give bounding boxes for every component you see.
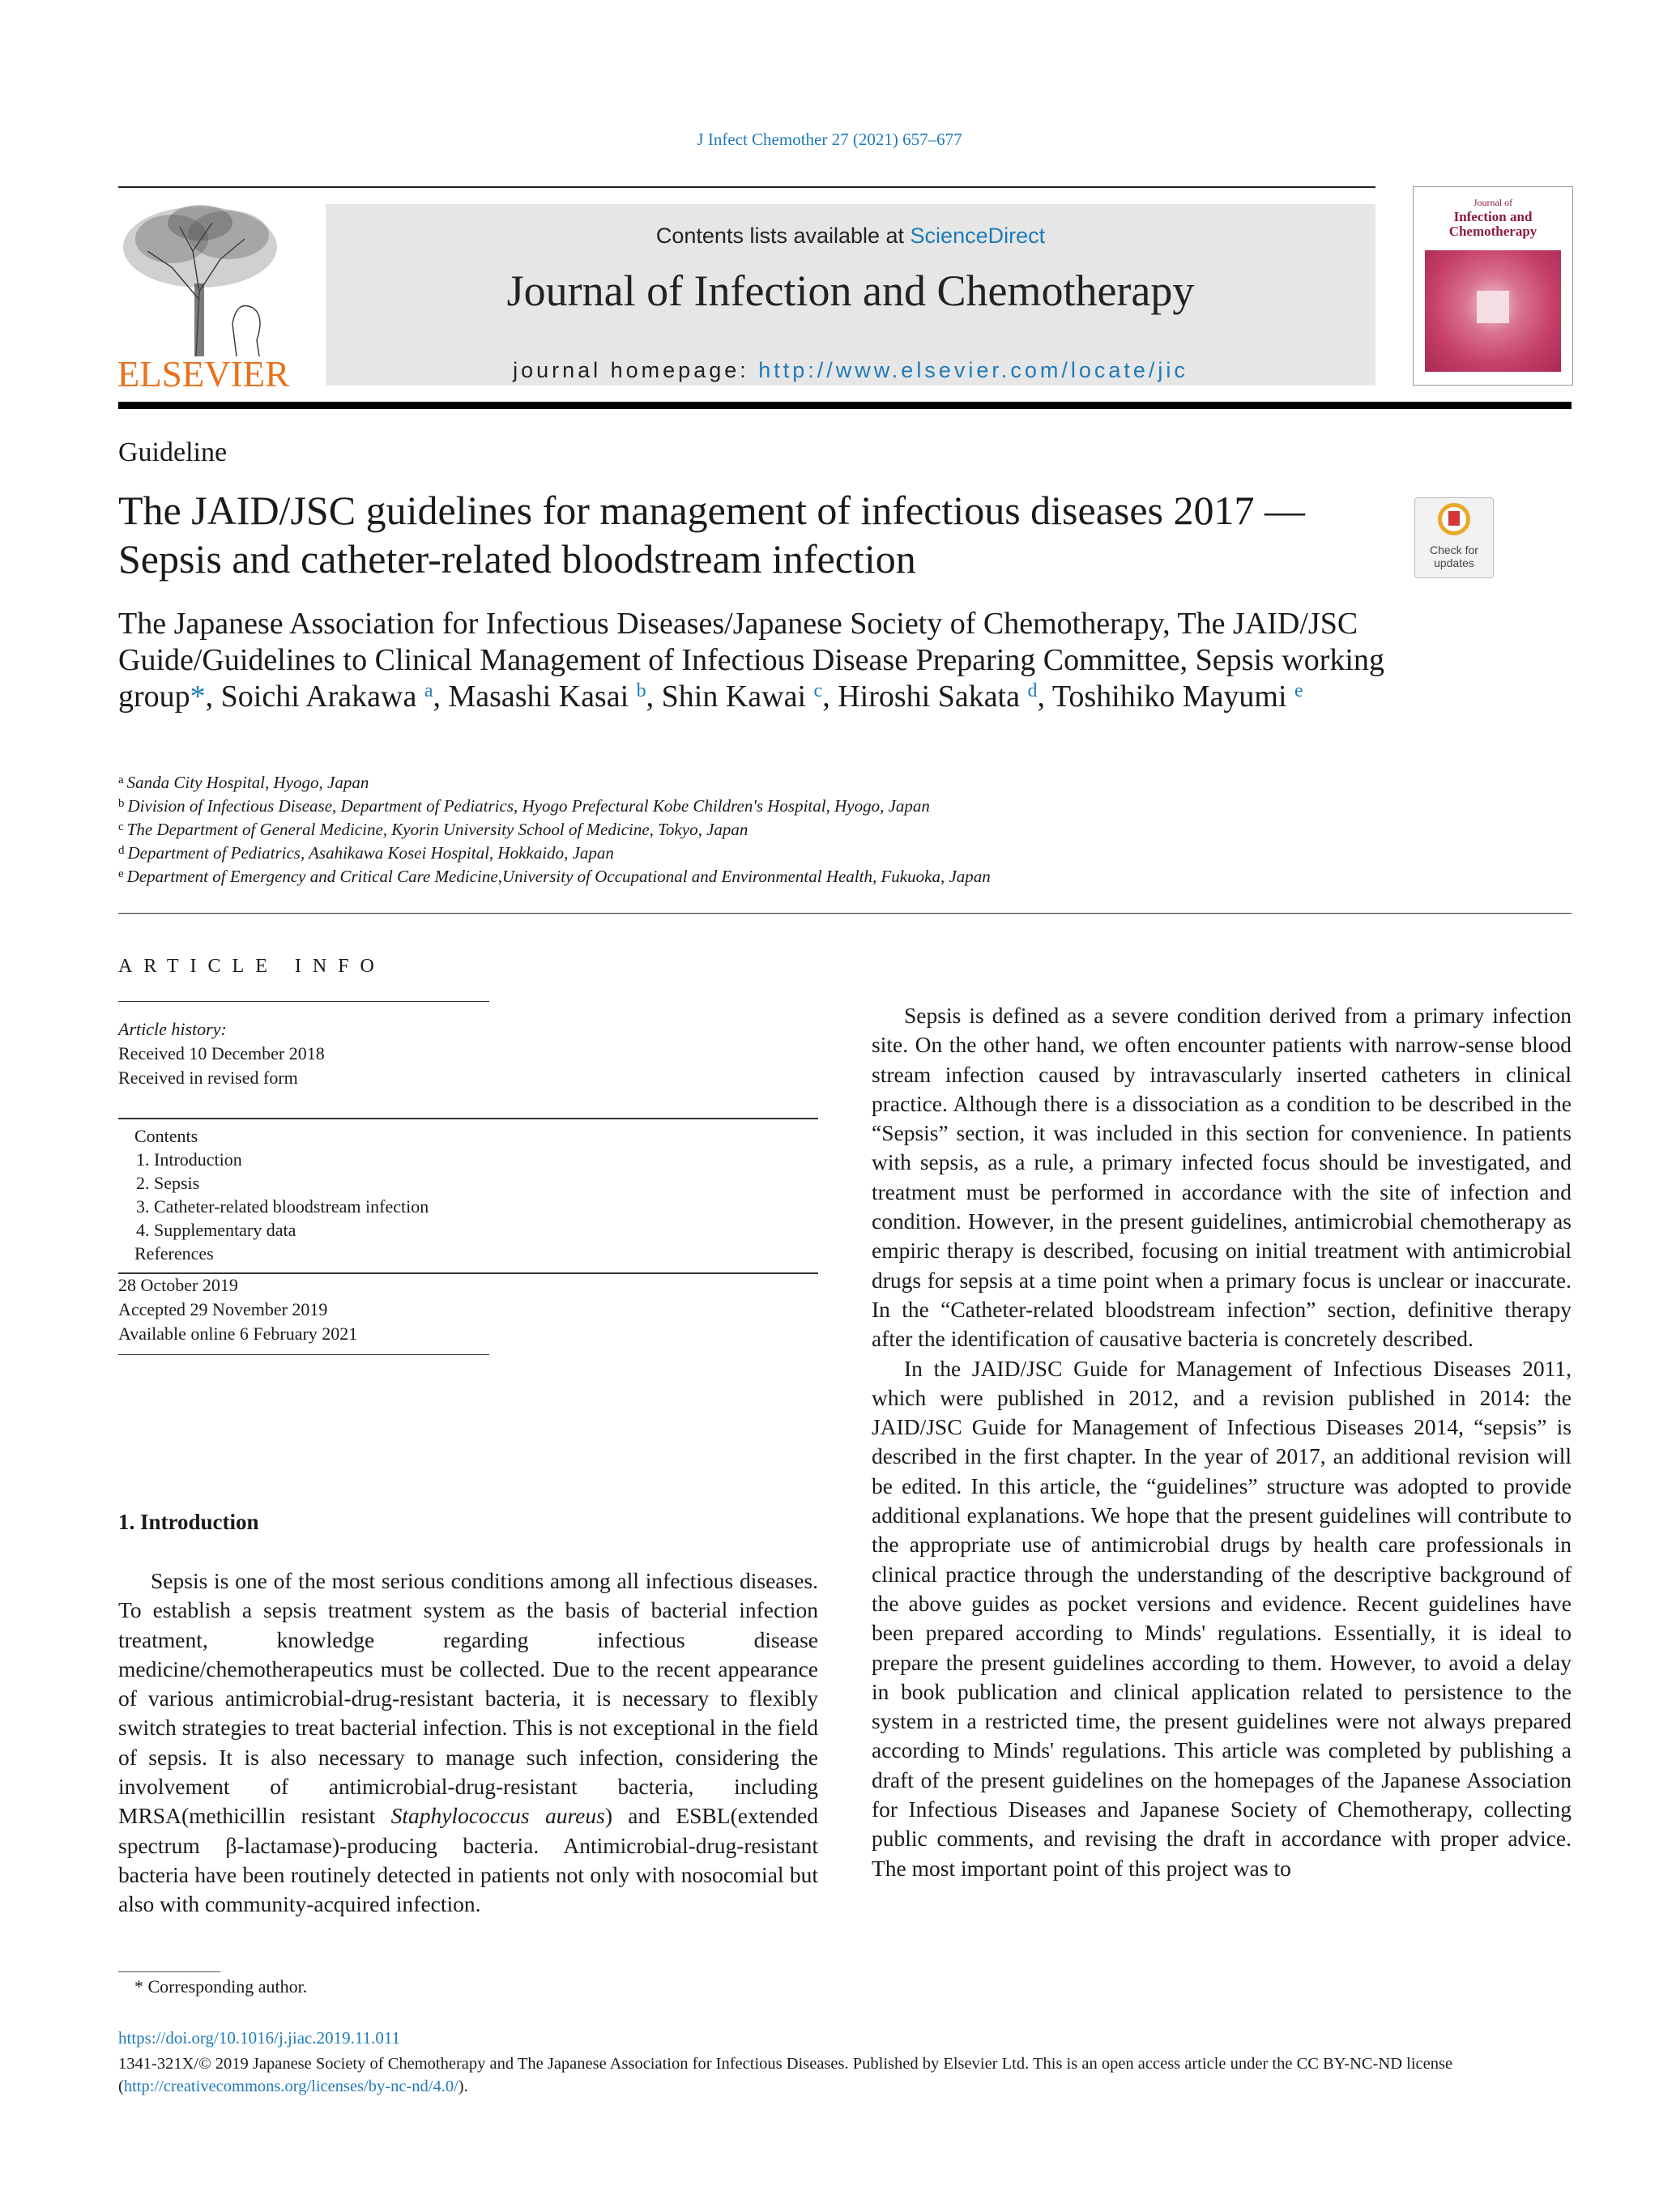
body-paragraph: Sepsis is defined as a severe condition derived from a primary infection site. On the other hand, we often encounter patients with narrow-sense blood stream infection caused by intravascularly inserted catheters in clinical practice. Although there is a dissociation as a condition to be described in the “Sepsis” section, it was included in this section for convenience. In patients with sepsis, as a rule, a primary infected focus should be investigated, and treatment must be performed in accordance with the site of infection and condition. However, in the present guidelines, antimicrobial chemotherapy as empiric therapy is described, focusing on initial treatment with antimicrobial drugs for sepsis at a time point when a primary focus is unclear or inaccurate. In the “Catheter-related bloodstream infection” section, definitive therapy after the identification of causative bacteria is concretely described.	[872, 1003, 1572, 1352]
affiliation-link[interactable]: a	[424, 680, 433, 701]
corresponding-author-mark[interactable]: *	[190, 680, 206, 714]
affiliation-item	[118, 771, 1495, 795]
author: Soichi Arakawa	[220, 680, 417, 714]
left-column-body	[118, 1566, 818, 1920]
affiliation-text: Department of Emergency and Critical Care Medicine,University of Occupational and Environmental Health, Fukuoka, Japan	[126, 867, 991, 886]
article-history-label: Article history:	[118, 1019, 227, 1039]
affiliation-text: Division of Infectious Disease, Department of Pediatrics, Hyogo Prefectural Kobe Children's Hospital, Hyogo, Japan	[127, 796, 930, 816]
journal-masthead	[326, 204, 1375, 386]
contents-item-catheter[interactable]: 3. Catheter-related bloodstream infection	[136, 1196, 429, 1217]
right-column-body	[872, 1001, 1572, 1883]
affiliation-item	[118, 795, 1495, 818]
affiliation-list	[118, 771, 1495, 889]
affiliation-item	[118, 865, 1495, 889]
intro-text-cont: ) and ESBL(extended spectrum β-lactamase)-producing bacteria. Antimicrobial-drug-resistant bacteria have been routinely detected in patients not only with nosocomial but also with community-acquired infection.	[118, 1803, 818, 1917]
contents-item-introduction[interactable]: 1. Introduction	[136, 1149, 242, 1170]
crossmark-line1: Check for	[1430, 543, 1478, 556]
author-list: The Japanese Association for Infectious Diseases/Japanese Society of Chemotherapy, The JAID/JSC Guide/Guidelines to Clinical Management of Infectious Disease Preparing Committee, Sepsis working group*, Soichi Arakawa $^a$, Masashi Kasai $^b$, Shin Kawai $^c$, Hiroshi Sakata $^d$, Toshihiko Mayumi $^e$	[118, 607, 1384, 714]
intro-text: Sepsis is one of the most serious conditions among all infectious diseases. To establish a sepsis treatment system as the basis of bacterial infection treatment, knowledge regarding infectious disease medicine/chemotherapeutics must be collected. Due to the recent appearance of various antimicrobial-drug-resistant bacteria, it is necessary to flexibly switch strategies to treat bacterial infection. This is not exceptional in the field of sepsis. It is also necessary to manage such infection, considering the involvement of antimicrobial-drug-resistant bacteria, including MRSA(methicillin resistant	[118, 1568, 818, 1829]
elsevier-logo[interactable]	[115, 202, 292, 394]
header-rule	[118, 186, 1375, 188]
article-history	[118, 1017, 325, 1090]
journal-homepage-line	[326, 358, 1375, 383]
contents-item-references[interactable]: References	[134, 1243, 214, 1264]
received-date: Received 10 December 2018	[118, 1043, 325, 1063]
sciencedirect-link[interactable]: ScienceDirect	[910, 224, 1046, 248]
journal-cover-thumbnail[interactable]	[1413, 186, 1573, 386]
contents-available-line	[326, 224, 1375, 249]
affiliation-text: Sanda City Hospital, Hyogo, Japan	[126, 773, 369, 792]
author-group: The Japanese Association for Infectious Diseases/Japanese Society of Chemotherapy, The JAID/JSC Guide/Guidelines to Clinical Management of Infectious Disease Preparing Committee, Sepsis working group	[118, 607, 1384, 714]
author: Toshihiko Mayumi	[1051, 680, 1287, 714]
cover-title-line1: Journal of	[1473, 197, 1513, 208]
body-paragraph: In the JAID/JSC Guide for Management of Infectious Diseases 2011, which were published in 2012, and a revision published in 2014: the JAID/JSC Guide for Management of Infectious Diseases 2014, “sepsis” is described in the first chapter. In the year of 2017, an additional revision will be edited. In this article, the “guidelines” structure was adopted to provide additional explanations. We hope that the present guidelines will contribute to the appropriate use of antimicrobial drugs by health care professionals in clinical practice through the understanding of the descriptive background of the above guides as pocket versions and evidence. Recent guidelines have been prepared according to Minds' regulations. Essentially, it is ideal to prepare the present guidelines according to them. However, to avoid a delay in book publication and clinical application related to persistence to the system in a restricted time, the present guidelines were not always prepared according to Minds' regulations. This article was completed by publishing a draft of the present guidelines on the homepages of the Japanese Association for Infectious Diseases and Japanese Society of Chemotherapy, collecting public comments, and revising the draft in accordance with proper advice. The most important point of this project was to	[872, 1355, 1572, 1881]
affiliation-link[interactable]: d	[1027, 680, 1038, 701]
cover-artwork-square	[1477, 291, 1509, 323]
species-name: Staphylococcus aureus	[390, 1803, 605, 1829]
article-info-rule-end	[118, 1354, 489, 1355]
elsevier-wordmark: ELSEVIER	[117, 354, 290, 394]
affiliation-item	[118, 818, 1495, 842]
bookmark-icon	[1448, 511, 1460, 526]
author: Masashi Kasai	[448, 680, 629, 714]
masthead-thick-rule	[118, 402, 1572, 409]
affiliation-key: b	[118, 797, 125, 810]
affiliation-text: The Department of General Medicine, Kyorin University School of Medicine, Tokyo, Japan	[126, 820, 748, 839]
check-for-updates-label	[1415, 543, 1493, 569]
cover-artwork	[1425, 250, 1561, 372]
contents-item-supplementary[interactable]: 4. Supplementary data	[136, 1220, 296, 1240]
article-info-rule	[118, 1001, 489, 1002]
affiliation-link[interactable]: c	[813, 680, 823, 701]
affiliation-key: c	[118, 820, 124, 833]
online-date: Available online 6 February 2021	[118, 1323, 358, 1344]
affiliation-link[interactable]: b	[636, 680, 646, 701]
contents-list	[134, 1124, 429, 1265]
section-rule	[118, 913, 1572, 914]
footnote-rule	[118, 1971, 220, 1972]
license-link[interactable]: http://creativecommons.org/licenses/by-nc-nd/4.0/	[123, 2078, 458, 2095]
check-for-updates-badge[interactable]	[1414, 497, 1494, 578]
cover-title-line2: Infection and Chemotherapy	[1448, 209, 1537, 239]
crossmark-line2: updates	[1434, 556, 1474, 569]
article-title-line2: Sepsis and catheter-related bloodstream infection	[118, 536, 916, 582]
article-info-heading: ARTICLE INFO	[118, 956, 386, 977]
cover-title	[1418, 195, 1567, 239]
author: Shin Kawai	[661, 680, 807, 714]
article-history-dates	[118, 1273, 357, 1346]
contents-item-sepsis[interactable]: 2. Sepsis	[136, 1173, 200, 1193]
copyright-text: 1341-321X/© 2019 Japanese Society of Chemotherapy and The Japanese Association for Infectious Diseases. Published by Elsevier Ltd. This is an open access article under the CC BY-NC-ND license (	[118, 2055, 1453, 2095]
affiliation-key: d	[118, 844, 125, 857]
affiliation-item	[118, 842, 1495, 865]
article-title	[118, 486, 1382, 583]
article-title-line1: The JAID/JSC guidelines for management of infectious diseases 2017 —	[118, 488, 1305, 533]
homepage-link[interactable]: http://www.elsevier.com/locate/jic	[758, 358, 1188, 382]
elsevier-tree-icon	[115, 202, 292, 356]
revised-label: Received in revised form	[118, 1068, 298, 1088]
article-type: Guideline	[118, 437, 228, 467]
contents-label: Contents	[134, 1126, 198, 1146]
journal-name: Journal of Infection and Chemotherapy	[506, 266, 1195, 315]
contents-rule-top	[118, 1118, 818, 1119]
affiliation-key: e	[118, 867, 124, 880]
doi-link[interactable]: https://doi.org/10.1016/j.jiac.2019.11.011	[118, 2028, 401, 2048]
homepage-prefix: journal homepage:	[513, 358, 759, 382]
contents-prefix: Contents lists available at	[655, 224, 911, 248]
intro-paragraph	[118, 1566, 818, 1920]
revised-date: 28 October 2019	[118, 1275, 238, 1295]
corresponding-author-footnote: * Corresponding author.	[134, 1976, 308, 1997]
affiliation-link[interactable]: e	[1294, 680, 1303, 701]
accepted-date: Accepted 29 November 2019	[118, 1299, 328, 1319]
affiliation-key: a	[118, 774, 124, 786]
author: Hiroshi Sakata	[838, 680, 1020, 714]
journal-citation[interactable]: J Infect Chemother 27 (2021) 657–677	[697, 130, 962, 149]
copyright-suffix: ).	[458, 2078, 468, 2095]
copyright-notice	[118, 2052, 1576, 2098]
introduction-heading: 1. Introduction	[118, 1510, 259, 1534]
affiliation-text: Department of Pediatrics, Asahikawa Kosei Hospital, Hokkaido, Japan	[127, 843, 614, 863]
